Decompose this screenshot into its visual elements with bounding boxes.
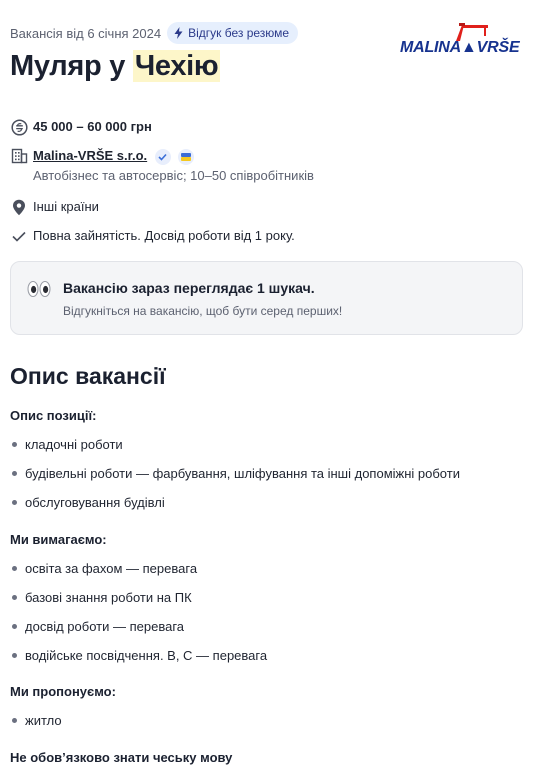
bullet-dot [12, 500, 17, 505]
company-row [10, 147, 314, 183]
eyes-icon [27, 280, 51, 298]
verified-icon [155, 149, 171, 165]
bullet-dot [12, 718, 17, 723]
alert-title: Вакансію зараз переглядає 1 шукач. [63, 280, 315, 296]
bullet-dot [12, 624, 17, 629]
company-logo[interactable] [400, 22, 522, 62]
list-item [10, 495, 165, 510]
position-heading: Опис позиції: [10, 408, 97, 423]
quick-apply-badge[interactable] [167, 22, 298, 44]
description-heading: Опис вакансії [10, 363, 166, 389]
language-note: Не обов’язково знати чеську мову [10, 750, 233, 765]
employment-row [10, 227, 295, 245]
salary-value: 45 000 – 60 000 грн [33, 119, 152, 134]
employment-value: Повна зайнятість. Досвід роботи від 1 року. [33, 228, 295, 243]
list-item [10, 648, 267, 663]
list-item-text: досвід роботи — перевага [25, 619, 185, 634]
offer-heading: Ми пропонуємо: [10, 684, 116, 699]
company-description: Автобізнес та автосервіс; 10–50 співробітників [33, 168, 314, 183]
page-title [10, 50, 220, 83]
list-item [10, 466, 460, 481]
quick-apply-label: Відгук без резюме [188, 26, 290, 40]
location-row [10, 198, 99, 216]
list-item-text: кладочні роботи [25, 437, 123, 452]
list-item [10, 619, 184, 634]
logo-text: MALINA▲VRŠE [400, 39, 520, 56]
list-item [10, 713, 62, 728]
list-item [10, 437, 123, 452]
bullet-dot [12, 653, 17, 658]
bullet-dot [12, 595, 17, 600]
list-item-text: житло [25, 713, 62, 728]
list-item-text: будівельні роботи — фарбування, шліфування та інші допоміжні роботи [25, 466, 460, 481]
title-highlight: Чехію [134, 50, 219, 82]
lightning-icon [174, 27, 183, 39]
ukraine-flag-icon [178, 149, 194, 165]
coin-icon [10, 118, 28, 136]
bullet-dot [12, 471, 17, 476]
requirements-heading: Ми вимагаємо: [10, 532, 107, 547]
salary-row [10, 118, 152, 136]
list-item [10, 590, 192, 605]
list-item-text: водійське посвідчення. В, С — перевага [25, 648, 268, 663]
company-link[interactable]: Malina-VRŠE s.r.o. [33, 148, 148, 163]
list-item-text: освіта за фахом — перевага [25, 561, 198, 576]
list-item-text: обслуговування будівлі [25, 495, 165, 510]
posted-date: Вакансія від 6 січня 2024 [10, 25, 162, 41]
check-icon [10, 227, 28, 245]
list-item [10, 561, 197, 576]
bullet-dot [12, 442, 17, 447]
bullet-dot [12, 566, 17, 571]
building-icon [10, 147, 28, 165]
location-pin-icon [10, 198, 28, 216]
location-value: Інші країни [33, 199, 99, 214]
viewers-alert [10, 261, 523, 335]
title-text: Муляр у [10, 50, 133, 82]
header-row [10, 22, 298, 44]
alert-subtitle: Відгукніться на вакансію, щоб бути серед перших! [63, 304, 343, 318]
list-item-text: базові знання роботи на ПК [25, 590, 192, 605]
